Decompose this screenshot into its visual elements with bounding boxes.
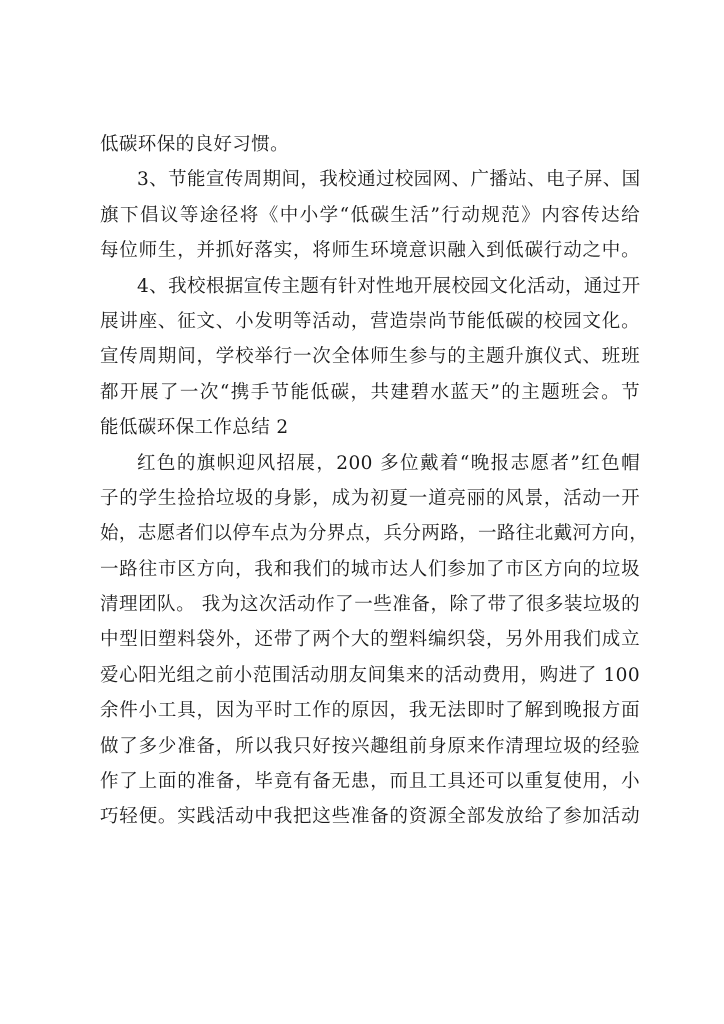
paragraph-start-line: 4、我校根据宣传主题有针对性地开展校园文化活动，通过开 [137,275,641,297]
text-line: 余件小工具，因为平时工作的原因，我无法即时了解到晚报方面 [100,700,640,722]
text-line: 宣传周期间，学校举行一次全体师生参与的主题升旗仪式、班班 [100,346,640,368]
text-line: 展讲座、征文、小发明等活动，营造崇尚节能低碳的校园文化。 [100,310,640,332]
text-line: 旗下倡议等途径将《中小学“低碳生活”行动规范》内容传达给 [100,204,640,226]
text-line: 每位师生，并抓好落实，将师生环境意识融入到低碳行动之中。 [100,240,640,262]
paragraph-start-line: 红色的旗帜迎风招展，200 多位戴着“晚报志愿者”红色帽 [137,452,640,474]
paragraph-start-line: 3、节能宣传周期间，我校通过校园网、广播站、电子屏、国 [137,169,641,191]
text-line: 一路往市区方向，我和我们的城市达人们参加了市区方向的垃圾 [100,558,640,580]
text-line: 作了上面的准备，毕竟有备无患，而且工具还可以重复使用，小 [100,771,640,793]
text-line: 清理团队。 我为这次活动作了一些准备，除了带了很多装垃圾的 [100,594,640,616]
text-line: 始，志愿者们以停车点为分界点，兵分两路，一路往北戴河方向， [100,523,649,545]
section-title-line: 能低碳环保工作总结 2 [100,417,289,439]
text-line: 子的学生捡拾垃圾的身影，成为初夏一道亮丽的风景，活动一开 [100,487,640,509]
text-line: 中型旧塑料袋外，还带了两个大的塑料编织袋，另外用我们成立 [100,629,640,651]
text-line: 低碳环保的良好习惯。 [100,134,290,155]
text-line: 爱心阳光组之前小范围活动朋友间集来的活动费用，购进了 100 [100,664,640,686]
document-body [100,127,649,835]
text-line: 都开展了一次“携手节能低碳，共建碧水蓝天”的主题班会。节 [100,381,640,403]
text-line: 做了多少准备，所以我只好按兴趣组前身原来作清理垃圾的经验 [100,735,640,757]
text-line: 巧轻便。实践活动中我把这些准备的资源全部发放给了参加活动 [100,806,640,828]
